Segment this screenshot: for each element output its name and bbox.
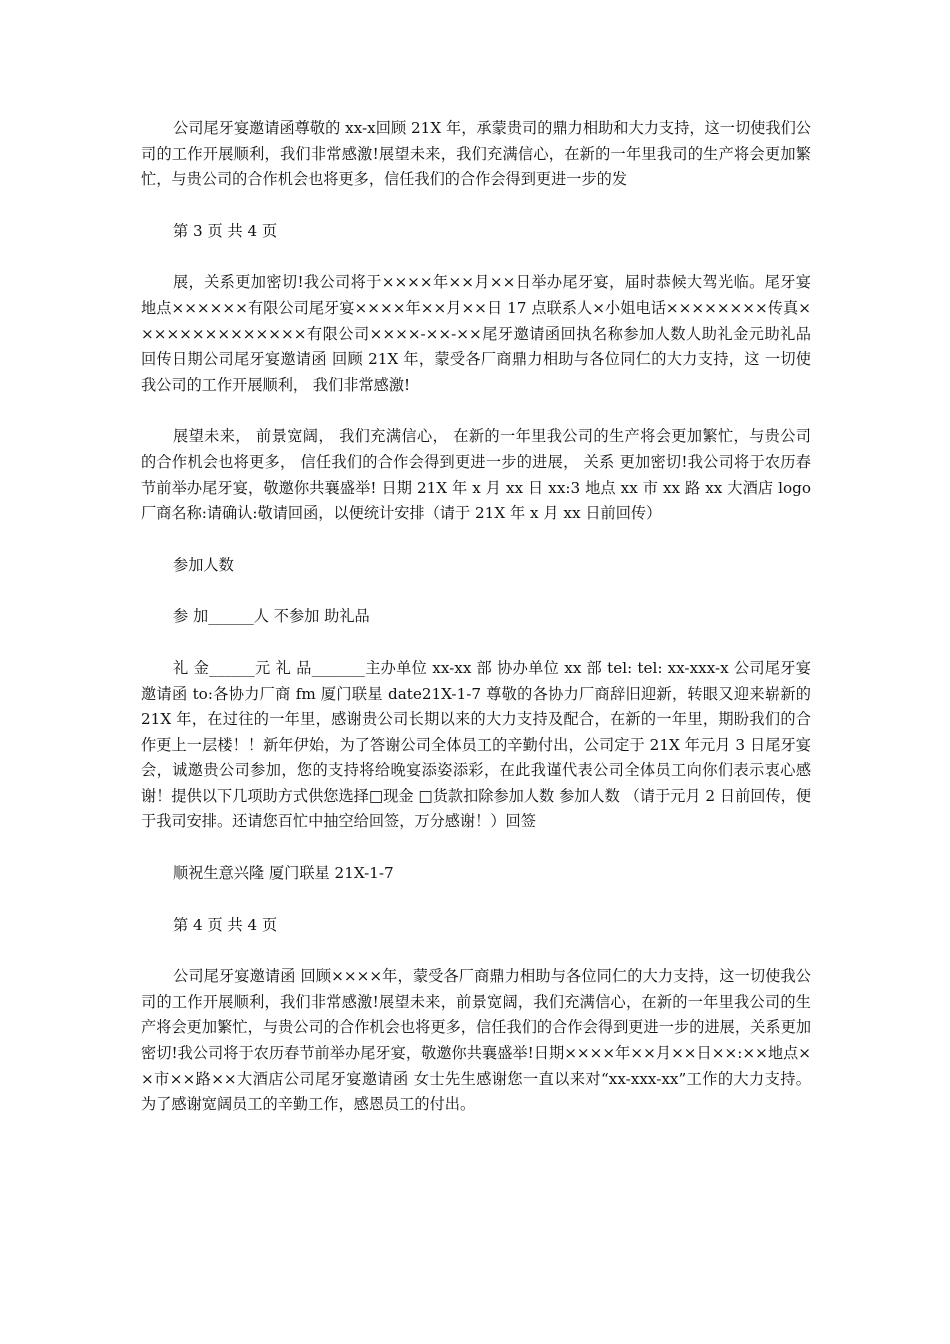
paragraph-final-invitation: 公司尾牙宴邀请函 回顾××××年，蒙受各厂商鼎力相助与各位同仁的大力支持，这一切使我公司的工作开展顺利，我们非常感激!展望未来，前景宽阔，我们充满信心，在新的一年里我公司的生产将会更加繁忙，与贵公司的合作机会也将更多，信任我们的合作会得到更进一步的进展，关系更加密切!我公司将于农历春节前举办尾牙宴，敬邀你共襄盛举!日期××××年××月××日××:××地点××市××路××大酒店公司尾牙宴邀请函 女士先生感谢您一直以来对“xx-xxx-xx”工作的大力支持。为了感谢宽阔员工的辛勤工作，感恩员工的付出。 xyxy=(141,967,811,1114)
document-page xyxy=(141,116,811,1144)
paragraph-outlook: 展望未来， 前景宽阔， 我们充满信心， 在新的一年里我公司的生产将会更加繁忙，与贵公司 的合作机会也将更多， 信任我们的合作会得到更进一步的进展， 关系 更加密切!我公司将于农历春节前举办尾牙宴，敬邀你共襄盛举! 日期 21X 年 x 月 xx 日 xx:3 地点 xx 市 xx 路 xx 大酒店 logo 厂商名称:请确认:敬请回函，以便统计安排（请于 21X 年 x 月 xx 日前回传） xyxy=(141,427,811,523)
attendance-heading: 参加人数 xyxy=(173,555,234,574)
paragraph-banquet-details: 展，关系更加密切!我公司将于××××年××月××日举办尾牙宴，届时恭候大驾光临。尾牙宴地点××××××有限公司尾牙宴××××年××月××日 17 点联系人×小姐电话××××××××传真××××××××××××××有限公司××××-××-××尾牙邀请函回执名称参加人数人助礼金元助礼品回传日期公司尾牙宴邀请函 回顾 21X 年，蒙受各厂商鼎力相助与各位同仁的大力支持，这 一切使我公司的工作开展顺利， 我们非常感激! xyxy=(141,273,811,394)
paragraph-gift-and-letter: 礼 金______元 礼 品_______主办单位 xx-xx 部 协办单位 xx 部 tel: tel: xx-xxx-x 公司尾牙宴邀请函 to:各协力厂商 fm 厦门联星 date21X-1-7 尊敬的各协力厂商辞旧迎新，转眼又迎来崭新的 21X 年，在过往的一年里，感谢贵公司长期以来的大力支持及配合，在新的一年里，期盼我们的合作更上一层楼！！新年伊始，为了答谢公司全体员工的辛勤付出，公司定于 21X 年元月 3 日尾牙宴会，诚邀贵公司参加，您的支持将给晚宴添姿添彩，在此我谨代表公司全体员工向你们表示衷心感谢！提供以下几项助方式供您选择□现金 □货款扣除参加人数 参加人数 （请于元月 2 日前回传，便于我司安排。还请您百忙中抽空给回签，万分感谢！）回签 xyxy=(141,658,812,831)
attendance-line: 参 加______人 不参加 助礼品 xyxy=(173,607,370,626)
page-number-4: 第 4 页 共 4 页 xyxy=(173,915,278,934)
paragraph-invitation-intro: 公司尾牙宴邀请函尊敬的 xx-x回顾 21X 年，承蒙贵司的鼎力相助和大力支持，这一切使我们公司的工作开展顺利，我们非常感激!展望未来，我们充满信心，在新的一年里我司的生产将会更加繁忙，与贵公司的合作机会也将更多，信任我们的合作会得到更进一步的发 xyxy=(141,119,811,189)
page-number-3: 第 3 页 共 4 页 xyxy=(173,221,278,240)
closing-signature: 顺祝生意兴隆 厦门联星 21X-1-7 xyxy=(173,864,394,883)
